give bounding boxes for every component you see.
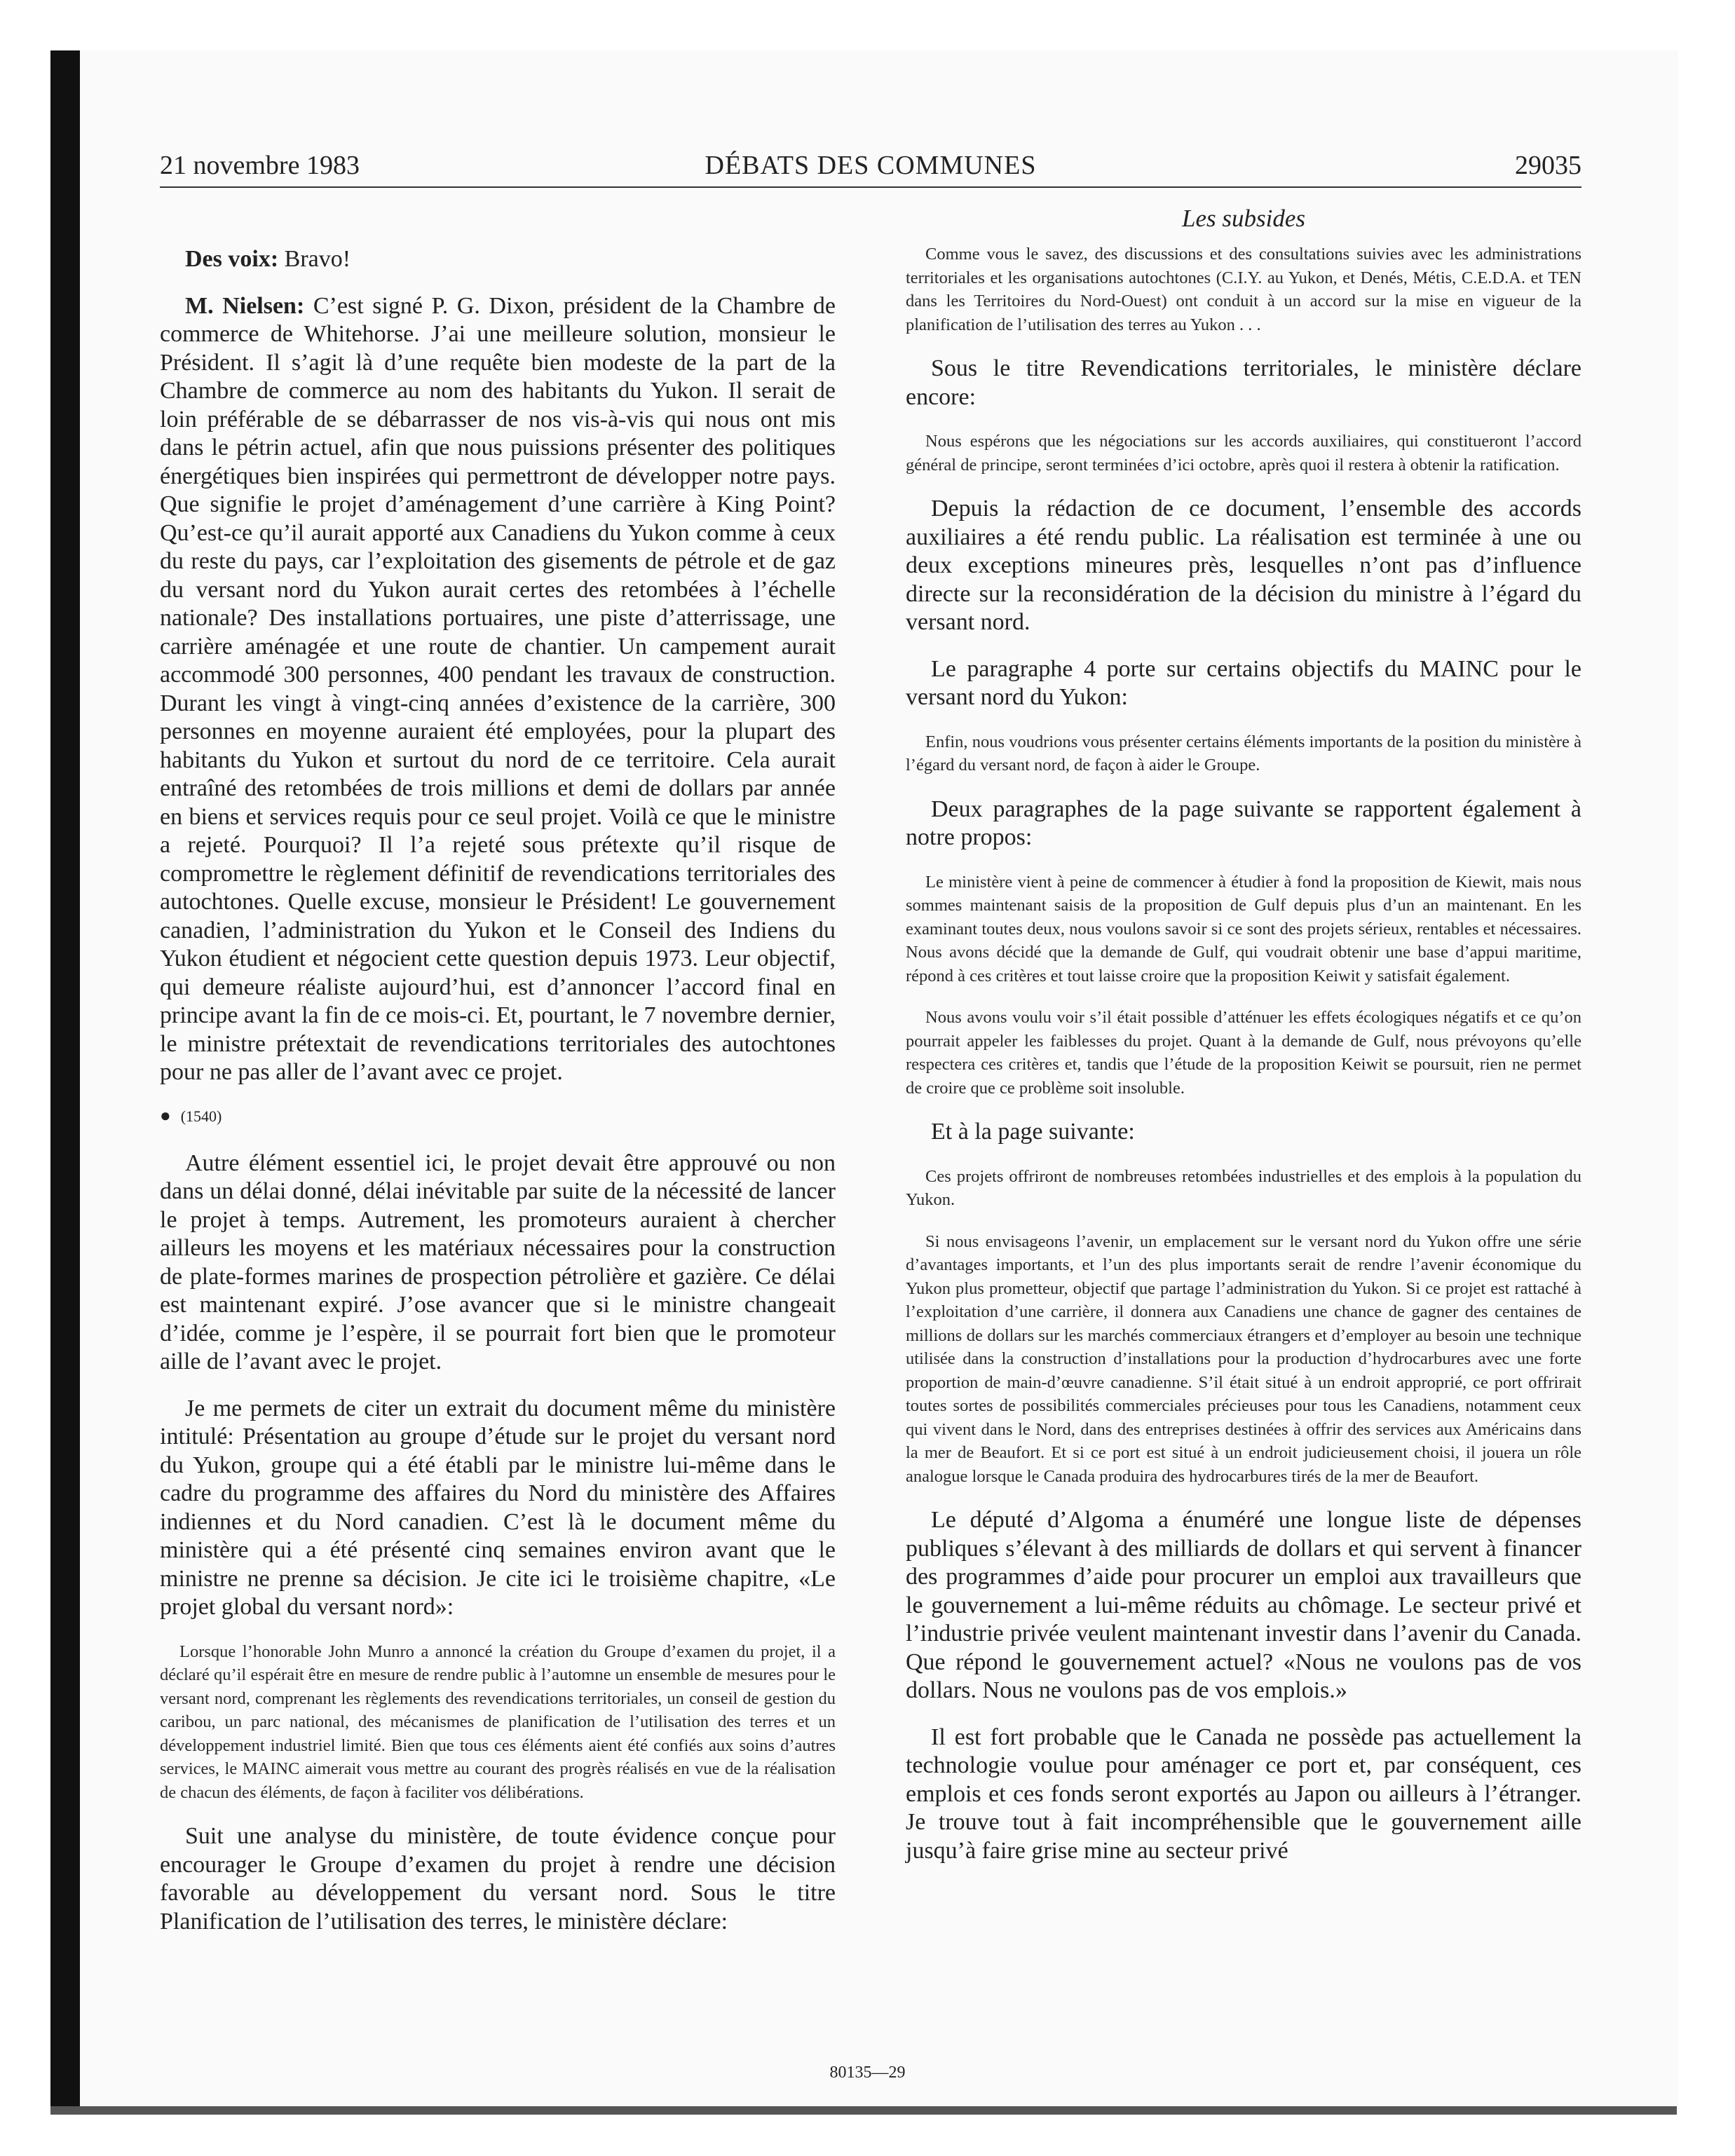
body-paragraph: Sous le titre Revendications territoriales, le ministère déclare encore: xyxy=(906,355,1581,410)
header-page-number: 29035 xyxy=(1515,151,1581,180)
body-paragraph: Le député d’Algoma a énuméré une longue liste de dépenses publiques s’élevant à des milliards de dollars et qui servent à financer des programmes d’aide pour procurer un emploi aux travailleurs que le gouvernement a lui-même réduits au chômage. Le secteur privé et l’industrie privée veulent maintenant investir dans l’avenir du Canada. Que répond le gouvernement actuel? «Nous ne voulons pas de vos dollars. Nous ne voulons pas de vos emplois.» xyxy=(906,1507,1581,1703)
speech-text: C’est signé P. G. Dixon, président de la Chambre de commerce de Whitehorse. J’ai une meilleure solution, monsieur le Président. Il s’agit là d’une requête bien modeste de la part de la Chambre de commerce au nom des habitants du Yukon. Il serait de loin préférable de se débarrasser de nos vis-à-vis qui nous ont mis dans le pétrin actuel, afin que nous puissions présenter des politiques énergétiques bien inspirées qui permettront de développer notre pays. Que signifie le projet d’aménagement d’une carrière à King Point? Qu’est-ce qu’il aurait apporté aux Canadiens du Yukon comme à ceux du reste du pays, car l’exploitation des gisements de pétrole et de gaz du versant nord du Yukon aurait certes des retombées à l’échelle nationale? Des installations portuaires, une piste d’atterrissage, une carrière aménagée et une route de chantier. Un campement aurait accommodé 300 personnes, 400 pendant les travaux de construction. Durant les vingt à vingt-cinq années d’existence de la carrière, 300 personnes en moyenne auraient été employées, pour la plupart des habitants du Yukon et surtout du nord de ce territoire. Cela aurait entraîné des retombées de trois millions et demi de dollars par année en biens et services requis pour ce seul projet. Voilà ce que le ministre a rejeté. Pourquoi? Il l’a rejeté sous prétexte qu’il risque de compromettre le règlement définitif de revendications territoriales des autochtones. Quelle excuse, monsieur le Président! Le gouvernement canadien, l’administration du Yukon et le Conseil des Indiens du Yukon étudient et négocient cette question depuis 1973. Leur objectif, qui demeure réaliste aujourd’hui, est d’annoncer l’accord final en principe avant la fin de ce mois-ci. Et, pourtant, le 7 novembre dernier, le ministre prétextait de revendications territoriales des autochtones pour ne pas aller de l’avant avec ce projet. xyxy=(160,292,836,1085)
quoted-paragraph: Nous espérons que les négociations sur les accords auxiliaires, qui constitueront l’accord général de principe, seront terminées d’ici octobre, après quoi il restera à obtenir la ratification. xyxy=(906,432,1581,475)
scan-binding-edge xyxy=(50,50,80,2111)
timestamp-text: (1540) xyxy=(180,1107,222,1125)
running-head: Les subsides xyxy=(1182,205,1305,232)
speech-paragraph xyxy=(160,245,836,274)
body-paragraph: Deux paragraphes de la page suivante se rapportent également à notre propos: xyxy=(906,796,1581,850)
speech-text: Bravo! xyxy=(278,246,351,272)
quoted-paragraph: Comme vous le savez, des discussions et des consultations suivies avec les administrations territoriales et les organisations autochtones (C.I.Y. au Yukon, et Denés, Métis, C.E.D.A. et TEN dans les Territoires du Nord-Ouest) ont conduit à un accord sur la mise en vigueur de la planification de l’utilisation des terres au Yukon . . . xyxy=(906,245,1581,334)
speech-paragraph xyxy=(160,292,836,1087)
speaker-name: Des voix: xyxy=(185,246,279,272)
left-column xyxy=(160,245,836,1954)
quoted-paragraph: Lorsque l’honorable John Munro a annoncé la création du Groupe d’examen du projet, il a déclaré qu’il espérait être en mesure de rendre public à l’automne un ensemble de mesures pour le versant nord, comprenant les règlements des revendications territoriales, un conseil de gestion du caribou, un parc national, des mécanismes de planification de l’utilisation des terres et un développement industriel limité. Bien que tous ces éléments aient été confiés aux soins d’autres services, le MAINC aimerait vous mettre au courant des progrès réalisés en vue de la réalisation de chacun des éléments, de façon à faciliter vos délibérations. xyxy=(160,1642,836,1802)
page-header xyxy=(160,150,1581,188)
header-date: 21 novembre 1983 xyxy=(160,151,360,180)
body-paragraph: Et à la page suivante: xyxy=(931,1119,1135,1145)
bullet-icon: ● xyxy=(160,1105,171,1126)
speaker-name: M. Nielsen: xyxy=(185,292,305,319)
quoted-paragraph: Le ministère vient à peine de commencer à étudier à fond la proposition de Kiewit, mais nous sommes maintenant saisis de la proposition de Gulf depuis plus d’un an maintenant. En les examinant toutes deux, nous voulons savoir si ce sont des projets sérieux, rentables et nécessaires. Nous avons décidé que la demande de Gulf, qui voudrait obtenir une base d’appui maritime, répond à ces critères et tout laisse croire que la proposition Keiwit y satisfait également. xyxy=(906,872,1581,985)
right-column xyxy=(906,243,1581,1883)
scan-bottom-edge xyxy=(50,2106,1677,2115)
quoted-paragraph: Nous avons voulu voir s’il était possible d’atténuer les effets écologiques négatifs et ce qu’on pourrait appeler les faiblesses du projet. Quant à la demande de Gulf, nous prévoyons qu’elle respectera ces critères et, tandis que l’étude de la proposition Keiwit se poursuit, rien ne permet de croire que ce problème soit insoluble. xyxy=(906,1008,1581,1098)
body-paragraph: Suit une analyse du ministère, de toute évidence conçue pour encourager le Groupe d’examen du projet à rendre une décision favorable au développement du versant nord. Sous le titre Planification de l’utilisation des terres, le ministère déclare: xyxy=(160,1823,836,1935)
body-paragraph: Depuis la rédaction de ce document, l’ensemble des accords auxiliaires a été rendu public. La réalisation est terminée à une ou deux exceptions mineures près, lesquelles n’ont pas d’influence directe sur la reconsidération de la décision du ministre à l’égard du versant nord. xyxy=(906,496,1581,635)
header-publication-title: DÉBATS DES COMMUNES xyxy=(705,151,1037,180)
quoted-paragraph: Si nous envisageons l’avenir, un emplacement sur le versant nord du Yukon offre une série d’avantages importants, et l’un des plus importants serait de rendre l’avenir économique du Yukon plus prometteur, objectif que partage l’administration du Yukon. Si ce projet est rattaché à l’exploitation d’une carrière, il donnera aux Canadiens une chance de gagner des centaines de millions de dollars sur les marchés commerciaux étrangers et d’employer au besoin une technique utilisée dans la construction d’installations pour la production d’hydrocarbures avec une forte proportion de main-d’œuvre canadienne. S’il était situé à un endroit approprié, ce port offrirait toutes sortes de possibilités commerciales précieuses pour tous les Canadiens, notamment ceux qui vivent dans le Nord, dans des entreprises destinées à offrir des services aux Américains dans la mer de Beaufort. Et si ce port est situé à un endroit judicieusement choisi, il jouera un rôle analogue lorsque le Canada produira des hydrocarbures tirés de la mer de Beaufort. xyxy=(906,1231,1581,1486)
body-paragraph: Il est fort probable que le Canada ne possède pas actuellement la technologie voulue pour aménager ce port et, par conséquent, ces emplois et ces fonds seront exportés au Japon ou ailleurs à l’étranger. Je trouve tout à fait incompréhensible que le gouvernement aille jusqu’à faire grise mine au secteur privé xyxy=(906,1724,1581,1864)
quoted-paragraph: Ces projets offriront de nombreuses retombées industrielles et des emplois à la population du Yukon. xyxy=(906,1166,1581,1209)
body-paragraph: Le paragraphe 4 porte sur certains objectifs du MAINC pour le versant nord du Yukon: xyxy=(906,655,1581,710)
body-paragraph: Autre élément essentiel ici, le projet devait être approuvé ou non dans un délai donné, délai inévitable par suite de la nécessité de lancer le projet à temps. Autrement, les promoteurs auraient à chercher ailleurs les moyens et les matériaux nécessaires pour la construction de plate-formes marines de prospection pétrolière et gazière. Ce délai est maintenant expiré. J’ose avancer que si le ministre changeait d’idée, comme je l’espère, il se pourrait fort bien que le promoteur aille de l’avant avec le projet. xyxy=(160,1149,836,1374)
body-paragraph: Je me permets de citer un extrait du document même du ministère intitulé: Présentation au groupe d’étude sur le projet du versant nord du Yukon, groupe qui a été établi par le ministre lui-même dans le cadre du programme des affaires du Nord du ministère des Affaires indiennes et du Nord canadien. C’est là le document même du ministère qui a été présenté cinq semaines environ avant que le ministre ne prenne sa décision. Je cite ici le troisième chapitre, «Le projet global du versant nord»: xyxy=(160,1395,836,1620)
quoted-paragraph: Enfin, nous voudrions vous présenter certains éléments importants de la position du ministère à l’égard du versant nord, de façon à aider le Groupe. xyxy=(906,732,1581,775)
timestamp-marker xyxy=(160,1105,836,1127)
page-footer-code: 80135—29 xyxy=(829,2063,906,2082)
